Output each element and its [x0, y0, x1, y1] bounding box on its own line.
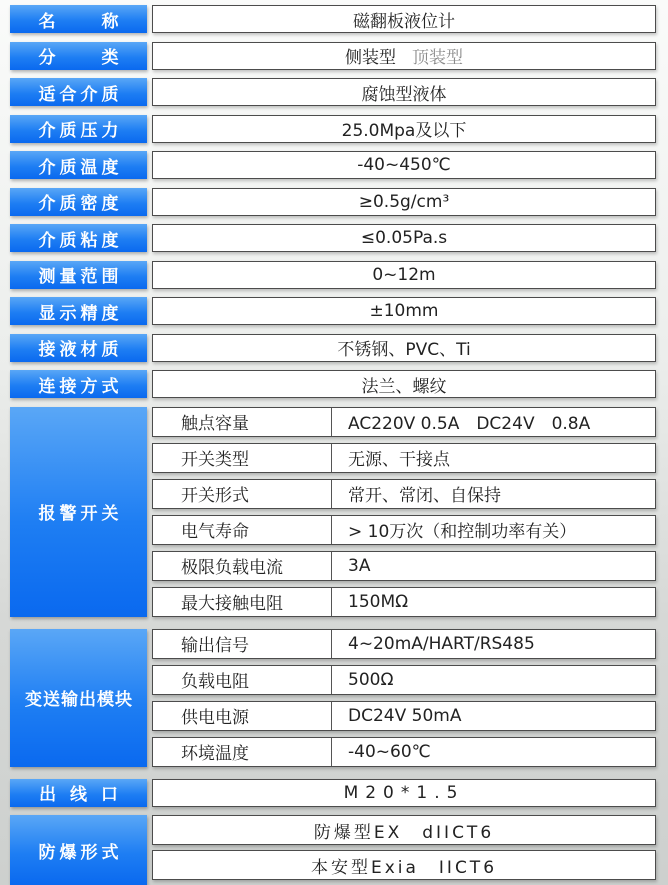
spec-label: 显示精度: [10, 297, 147, 325]
explosion-proof-group: [10, 815, 656, 885]
group-label: 报警开关: [10, 407, 147, 617]
transmitter-module-rows: [152, 629, 656, 767]
spec-label: 连接方式: [10, 370, 147, 398]
spec-label: 介质温度: [10, 151, 147, 179]
spec-subrow: [152, 443, 656, 473]
subrow-name: 开关类型: [181, 450, 249, 470]
spec-value: 法兰、螺纹: [152, 370, 656, 398]
spec-value: 0~12m: [152, 261, 656, 289]
spec-value: ≤0.05Pa.s: [152, 224, 656, 252]
subrow-value: 本安型Exia IICT6: [310, 857, 498, 878]
group-label: 变送输出模块: [10, 629, 147, 767]
spec-value: 磁翻板液位计: [152, 5, 656, 33]
spec-row-cable-outlet: [10, 779, 656, 807]
subrow-name: 最大接触电阻: [181, 594, 283, 614]
spec-subrow: [152, 701, 656, 731]
spec-value: 不锈钢、PVC、Ti: [152, 334, 656, 362]
spec-subrow: [152, 815, 656, 845]
spec-label: 介质密度: [10, 188, 147, 216]
subrow-name: 开关形式: [181, 486, 249, 506]
spec-row-range: [10, 261, 656, 289]
subrow-value: 500Ω: [331, 666, 655, 694]
spec-value: ≥0.5g/cm³: [152, 188, 656, 216]
spec-subrow: [152, 665, 656, 695]
spec-label: 介质粘度: [10, 224, 147, 252]
subrow-value: > 10万次（和控制功率有关）: [331, 516, 655, 544]
subrow-value: 防爆型EX dIICT6: [313, 822, 495, 843]
spec-subrow: [152, 551, 656, 581]
subrow-value: 150MΩ: [331, 588, 655, 616]
subrow-name: 负载电阻: [181, 672, 249, 692]
spec-value: 25.0Mpa及以下: [152, 115, 656, 143]
spec-subrow: [152, 479, 656, 509]
spec-value: M20*1.5: [152, 779, 656, 807]
spec-row-viscosity: [10, 224, 656, 252]
alarm-switch-group: [10, 407, 656, 617]
spec-subrow: [152, 407, 656, 437]
subrow-value: DC24V 50mA: [331, 702, 655, 730]
spec-label: 出 线 口: [10, 779, 147, 807]
subrow-value: 常开、常闭、自保持: [331, 480, 655, 508]
spec-label: 分 类: [10, 42, 147, 70]
spec-subrow: [152, 629, 656, 659]
spec-subrow: [152, 850, 656, 880]
subrow-name: 电气寿命: [181, 522, 249, 542]
spec-value: -40~450℃: [152, 151, 656, 179]
spec-row-density: [10, 188, 656, 216]
subrow-name: 环境温度: [181, 744, 249, 764]
spec-value: [152, 42, 656, 70]
alarm-switch-rows: [152, 407, 656, 617]
category-secondary: 顶装型: [412, 48, 463, 68]
spec-row-category: [10, 42, 656, 70]
spec-label: 适合介质: [10, 78, 147, 106]
spec-label: 接液材质: [10, 334, 147, 362]
subrow-value: AC220V 0.5A DC24V 0.8A: [331, 408, 655, 436]
spec-value: ±10mm: [152, 297, 656, 325]
spec-row-name: [10, 5, 656, 33]
subrow-name: 输出信号: [181, 636, 249, 656]
spec-subrow: [152, 737, 656, 767]
subrow-value: -40~60℃: [331, 738, 655, 766]
spec-row-temperature: [10, 151, 656, 179]
spec-row-medium: [10, 78, 656, 106]
spec-row-wetted-material: [10, 334, 656, 362]
spec-value: 腐蚀型液体: [152, 78, 656, 106]
transmitter-module-group: [10, 629, 656, 767]
spec-row-accuracy: [10, 297, 656, 325]
category-primary: 侧装型: [345, 48, 396, 68]
subrow-value: 4~20mA/HART/RS485: [331, 630, 655, 658]
subrow-value: 无源、干接点: [331, 444, 655, 472]
explosion-proof-rows: [152, 815, 656, 885]
subrow-value: 3A: [331, 552, 655, 580]
spec-row-connection: [10, 370, 656, 398]
group-label: 防爆形式: [10, 815, 147, 885]
subrow-name: 触点容量: [181, 414, 249, 434]
subrow-name: 极限负载电流: [181, 558, 283, 578]
spec-label: 介质压力: [10, 115, 147, 143]
spec-label: 测量范围: [10, 261, 147, 289]
spec-subrow: [152, 515, 656, 545]
spec-label: 名 称: [10, 5, 147, 33]
subrow-name: 供电电源: [181, 708, 249, 728]
spec-row-pressure: [10, 115, 656, 143]
spec-subrow: [152, 587, 656, 617]
